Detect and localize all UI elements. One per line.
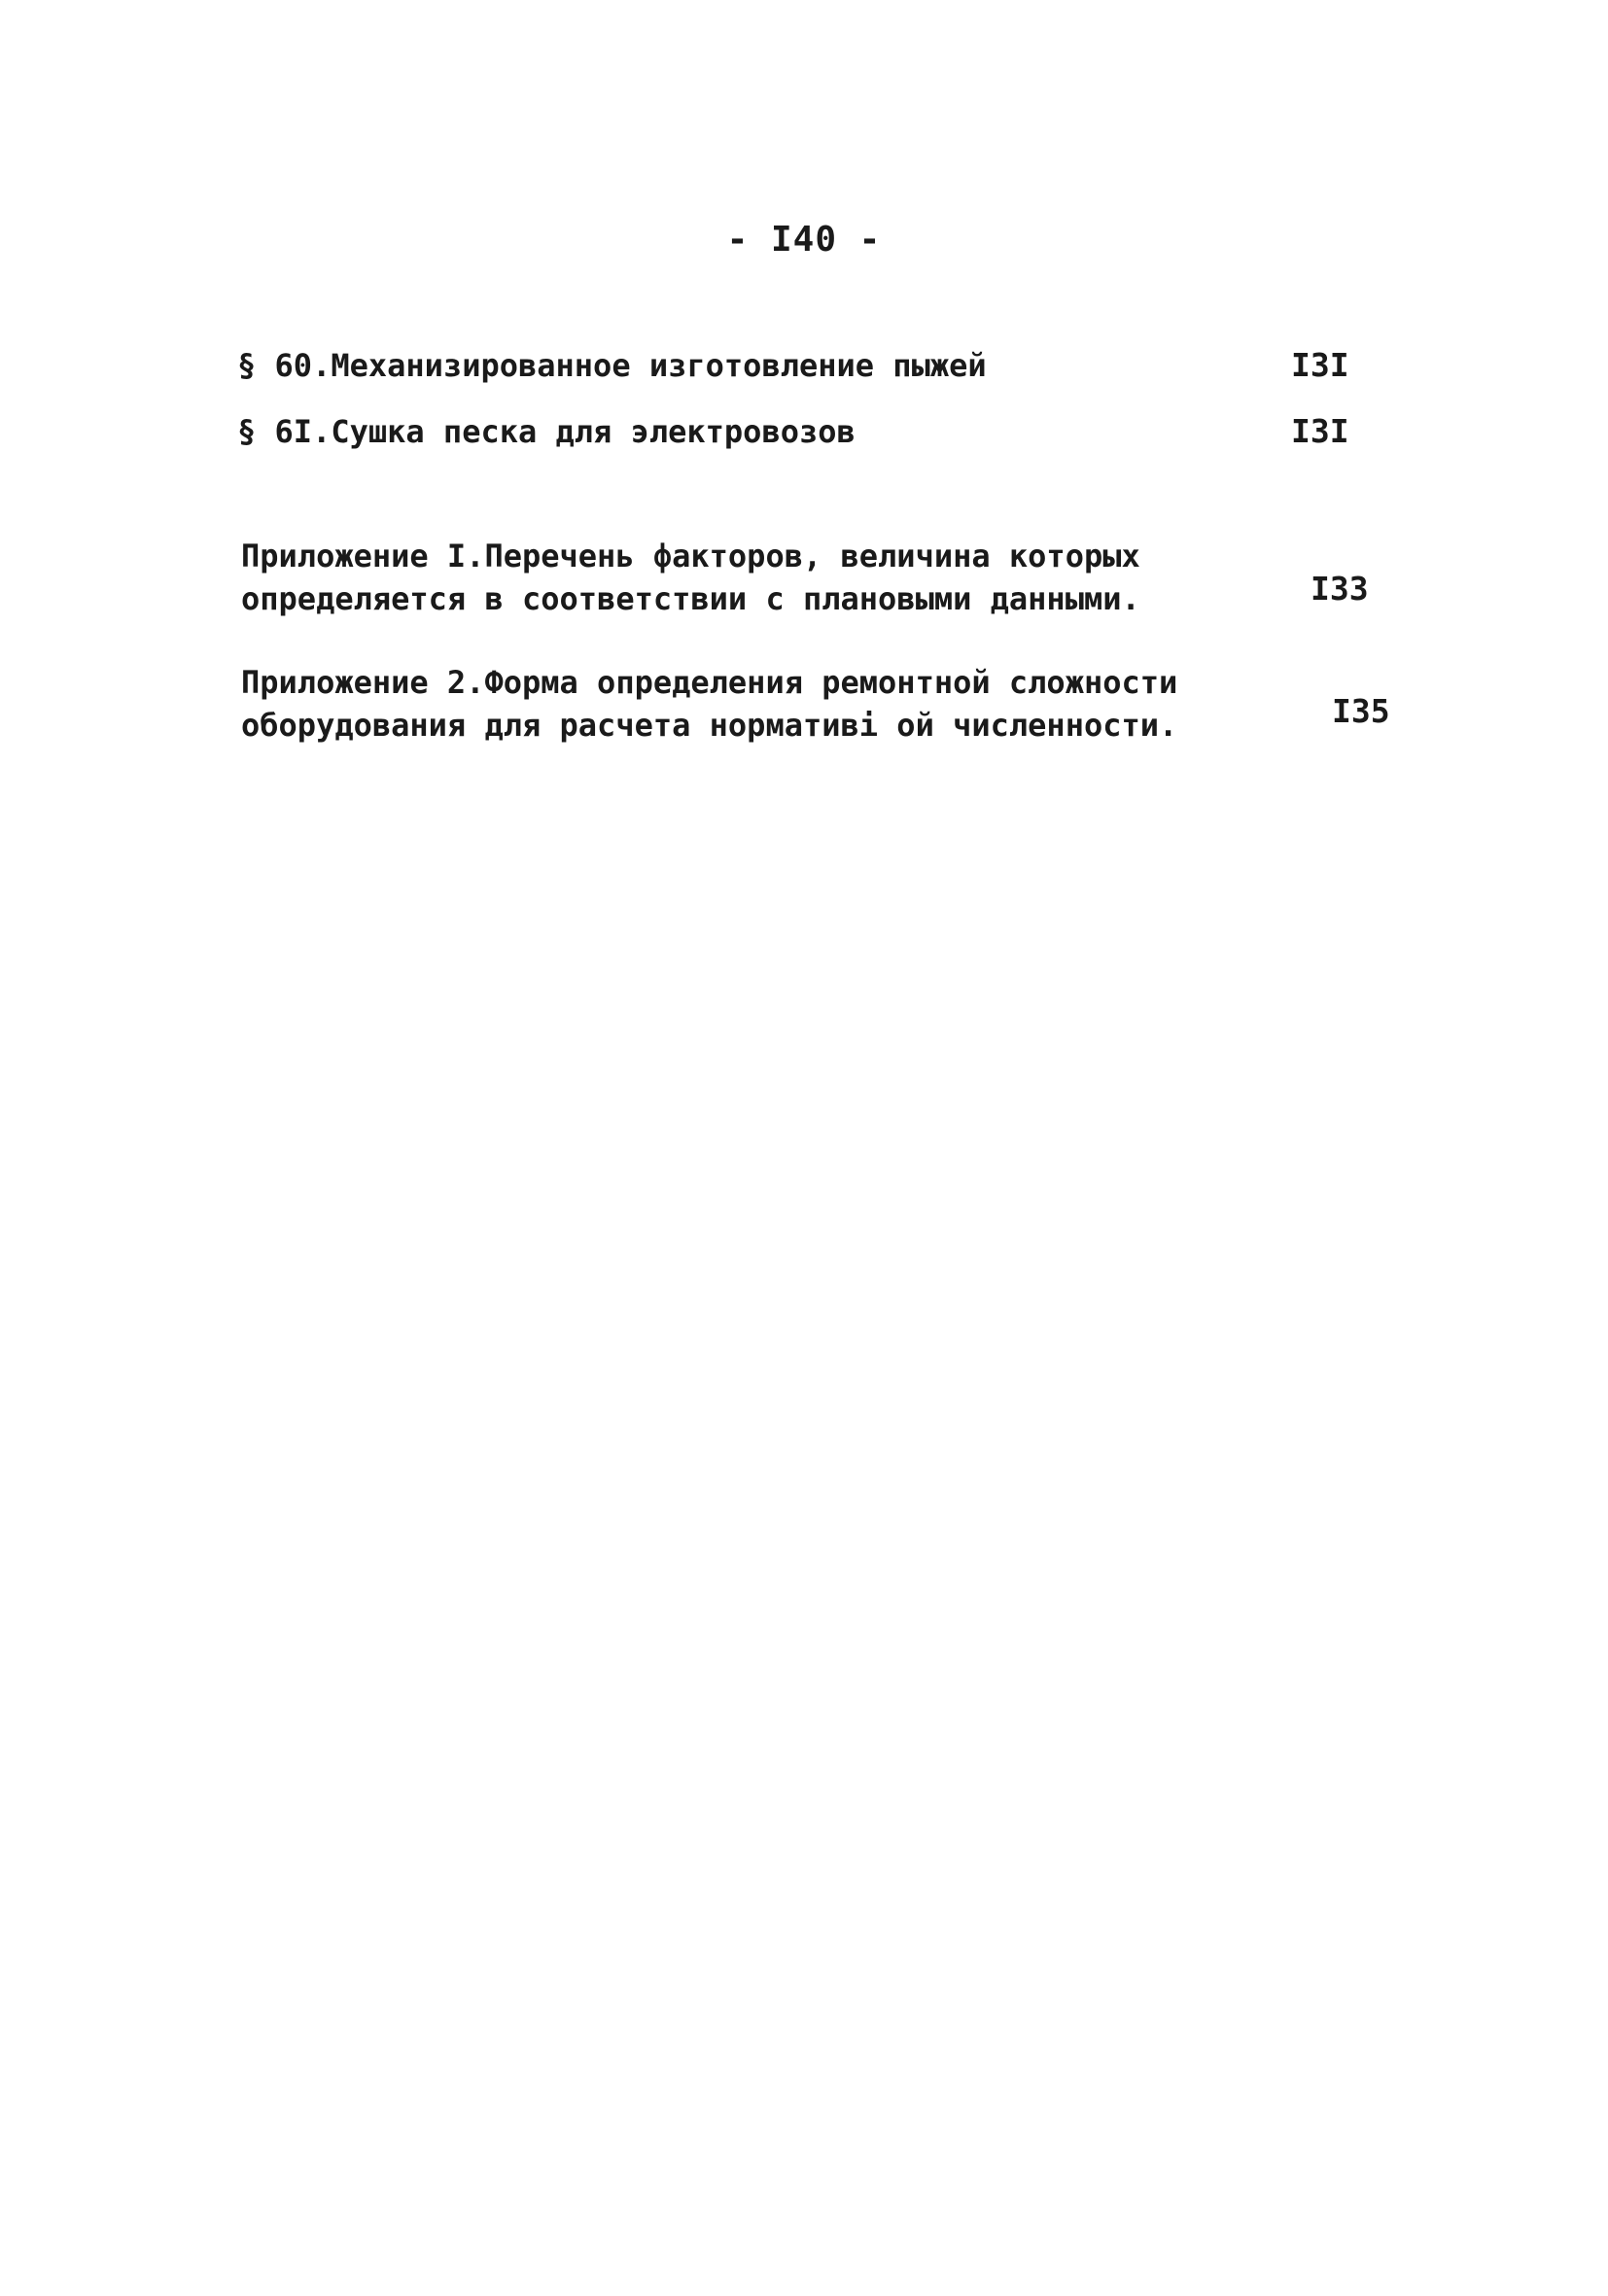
appendix-2-line-1: Приложение 2.Форма определения ремонтной сложности: [241, 664, 1178, 701]
appendix-2: [241, 661, 1177, 747]
appendix-1-line-2: определяется в соответствии с плановыми данными.: [241, 580, 1140, 617]
page-number: - I40 -: [726, 220, 882, 260]
toc-entry-61: § 6I.Сушка песка для электровозов: [237, 413, 856, 450]
appendix-1-line-1: Приложение I.Перечень факторов, величина которых: [241, 538, 1140, 574]
appendix-2-line-2: оборудования для расчета нормативі ой численности.: [241, 707, 1178, 744]
appendix-2-page: I35: [1332, 692, 1390, 730]
appendix-1: [241, 535, 1140, 620]
toc-entry-60-page: I3I: [1291, 346, 1349, 384]
toc-entry-61-page: I3I: [1291, 412, 1349, 450]
appendix-1-page: I33: [1311, 570, 1369, 608]
toc-entry-60: § 60.Механизированное изготовление пыжей: [237, 347, 987, 384]
